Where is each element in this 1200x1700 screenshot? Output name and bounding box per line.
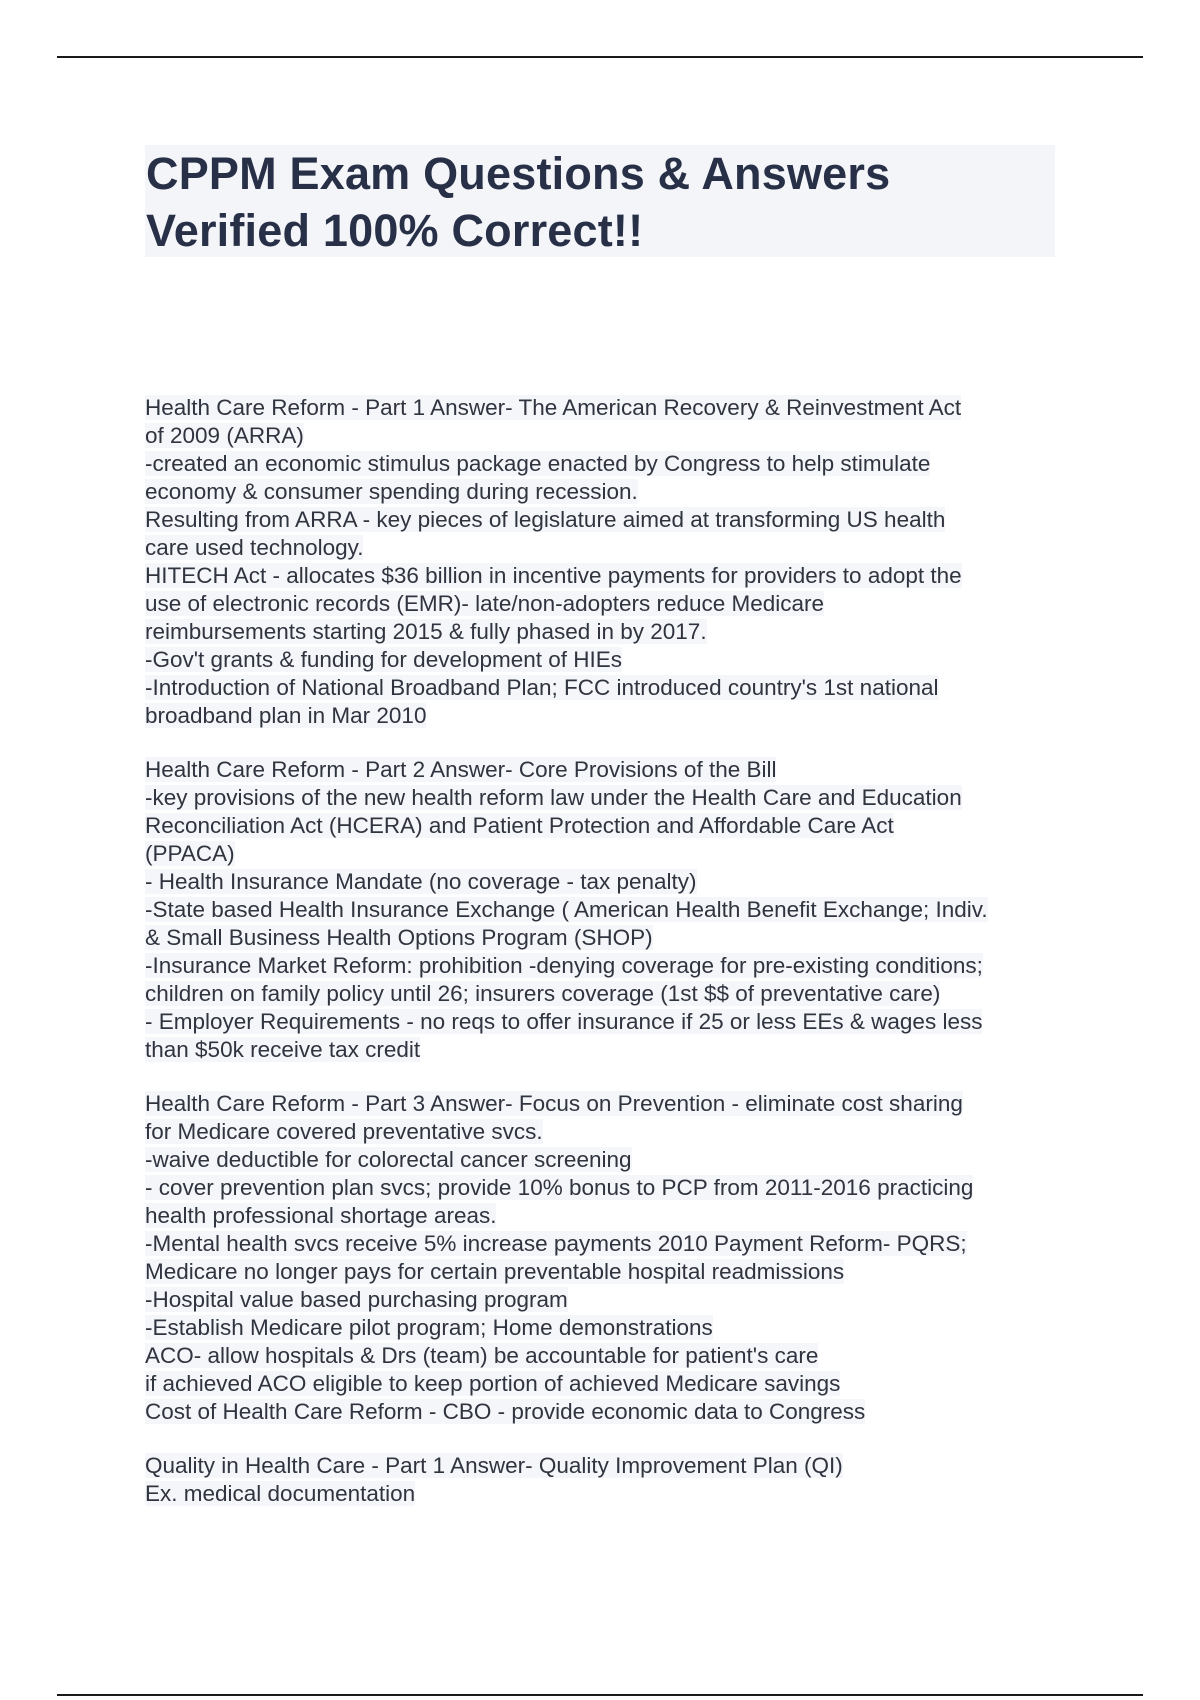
text-line: [145, 896, 1075, 924]
text-line: [145, 924, 1075, 952]
text-line-content: use of electronic records (EMR)- late/non-adopters reduce Medicare: [145, 591, 825, 616]
text-line-content: -Hospital value based purchasing program: [145, 1287, 568, 1312]
text-line-content: care used technology.: [145, 535, 364, 560]
text-line: [145, 674, 1075, 702]
title-line: CPPM Exam Questions & Answers: [146, 148, 891, 199]
qa-item-health-care-reform-part-2: [145, 756, 1075, 1064]
text-line: [145, 868, 1075, 896]
text-line-content: -Insurance Market Reform: prohibition -denying coverage for pre-existing conditions;: [145, 953, 983, 978]
text-line-content: -Introduction of National Broadband Plan; FCC introduced country's 1st national: [145, 675, 939, 700]
text-line: [145, 1090, 1075, 1118]
text-line-content: Medicare no longer pays for certain preventable hospital readmissions: [145, 1259, 845, 1284]
text-line-content: HITECH Act - allocates $36 billion in incentive payments for providers to adopt the: [145, 563, 962, 588]
text-line: [145, 812, 1075, 840]
text-line: [145, 1314, 1075, 1342]
text-line: [145, 1370, 1075, 1398]
text-line: [145, 422, 1075, 450]
text-line: [145, 1036, 1075, 1064]
qa-item-health-care-reform-part-1: [145, 394, 1075, 730]
text-line-content: of 2009 (ARRA): [145, 423, 304, 448]
text-line-content: -key provisions of the new health reform law under the Health Care and Education: [145, 785, 962, 810]
text-line: [145, 478, 1075, 506]
text-line: [145, 980, 1075, 1008]
text-line: [145, 702, 1075, 730]
text-line: [145, 756, 1075, 784]
text-line: [145, 534, 1075, 562]
text-line: [145, 1146, 1075, 1174]
text-line: [145, 784, 1075, 812]
text-line-content: Resulting from ARRA - key pieces of legislature aimed at transforming US health: [145, 507, 946, 532]
text-line-content: Ex. medical documentation: [145, 1481, 416, 1506]
text-line: [145, 506, 1075, 534]
text-line-content: - Employer Requirements - no reqs to offer insurance if 25 or less EEs & wages less: [145, 1009, 983, 1034]
text-line: [145, 1398, 1075, 1426]
qa-item-quality-in-health-care-part-1: [145, 1452, 1075, 1508]
text-line: [145, 1342, 1075, 1370]
text-line: [145, 1008, 1075, 1036]
text-line-content: Health Care Reform - Part 3 Answer- Focus on Prevention - eliminate cost sharing: [145, 1091, 963, 1116]
text-line-content: - Health Insurance Mandate (no coverage - tax penalty): [145, 869, 697, 894]
text-line-content: reimbursements starting 2015 & fully phased in by 2017.: [145, 619, 707, 644]
text-line-content: -State based Health Insurance Exchange ( American Health Benefit Exchange; Indiv.: [145, 897, 988, 922]
title-block: [145, 145, 1055, 257]
text-line-content: -Gov't grants & funding for development of HIEs: [145, 647, 623, 672]
text-line-content: -Mental health svcs receive 5% increase payments 2010 Payment Reform- PQRS;: [145, 1231, 967, 1256]
text-line-content: - cover prevention plan svcs; provide 10% bonus to PCP from 2011-2016 practicing: [145, 1175, 974, 1200]
text-line: [145, 562, 1075, 590]
text-line: [145, 1202, 1075, 1230]
header-rule: [57, 56, 1143, 58]
text-line-content: Quality in Health Care - Part 1 Answer- Quality Improvement Plan (QI): [145, 1453, 843, 1478]
text-line: [145, 646, 1075, 674]
text-line: [145, 952, 1075, 980]
text-line-content: -waive deductible for colorectal cancer screening: [145, 1147, 632, 1172]
footer-rule: [57, 1694, 1143, 1696]
text-line-content: for Medicare covered preventative svcs.: [145, 1119, 543, 1144]
text-line: [145, 1480, 1075, 1508]
text-line: [145, 1258, 1075, 1286]
text-line: [145, 1286, 1075, 1314]
text-line-content: children on family policy until 26; insurers coverage (1st $$ of preventative care): [145, 981, 941, 1006]
text-line-content: Health Care Reform - Part 1 Answer- The American Recovery & Reinvestment Act: [145, 395, 962, 420]
text-line: [145, 1230, 1075, 1258]
text-line: [145, 618, 1075, 646]
document-title: [145, 145, 1055, 259]
text-line-content: & Small Business Health Options Program (SHOP): [145, 925, 653, 950]
text-line-content: economy & consumer spending during recession.: [145, 479, 638, 504]
title-line: Verified 100% Correct!!: [146, 205, 644, 256]
text-line-content: -created an economic stimulus package enacted by Congress to help stimulate: [145, 451, 931, 476]
text-line: [145, 450, 1075, 478]
text-line-content: (PPACA): [145, 841, 235, 866]
text-line-content: ACO- allow hospitals & Drs (team) be accountable for patient's care: [145, 1343, 819, 1368]
text-line: [145, 394, 1075, 422]
text-line: [145, 1174, 1075, 1202]
text-line-content: broadband plan in Mar 2010: [145, 703, 427, 728]
text-line-content: Reconciliation Act (HCERA) and Patient Protection and Affordable Care Act: [145, 813, 894, 838]
text-line-content: health professional shortage areas.: [145, 1203, 497, 1228]
text-line-content: if achieved ACO eligible to keep portion of achieved Medicare savings: [145, 1371, 841, 1396]
text-line-content: Cost of Health Care Reform - CBO - provide economic data to Congress: [145, 1399, 866, 1424]
text-line: [145, 1452, 1075, 1480]
text-line-content: than $50k receive tax credit: [145, 1037, 421, 1062]
document-body: [145, 394, 1075, 1534]
text-line-content: Health Care Reform - Part 2 Answer- Core Provisions of the Bill: [145, 757, 777, 782]
text-line: [145, 1118, 1075, 1146]
qa-item-health-care-reform-part-3: [145, 1090, 1075, 1426]
text-line: [145, 840, 1075, 868]
text-line-content: -Establish Medicare pilot program; Home demonstrations: [145, 1315, 713, 1340]
text-line: [145, 590, 1075, 618]
